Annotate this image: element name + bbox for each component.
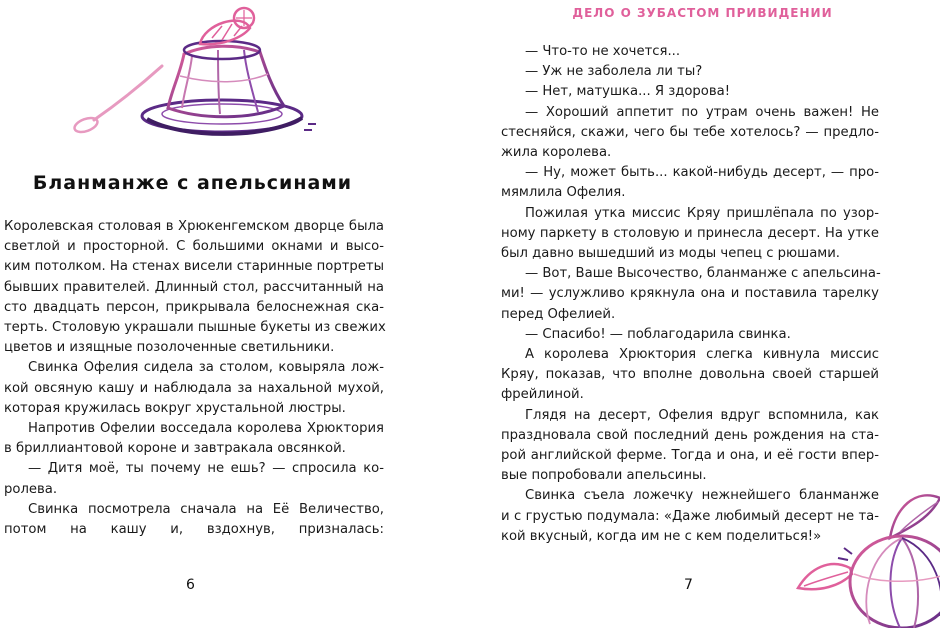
text-line: рой английской ферме. Тогда и она, и её гости впер-: [501, 448, 879, 464]
paragraph: [501, 163, 879, 203]
paragraph: [4, 500, 384, 540]
text-line: Свинка съела ложечку нежнейшего бланманже: [525, 488, 879, 504]
text-line: — Спасибо! — поблагодарила свинка.: [525, 326, 791, 342]
paragraph: [501, 345, 879, 406]
text-line: которая кружилась вокруг хрустальной люстры.: [4, 400, 346, 416]
text-line: кой вкусный, когда им не с кем поделиться!»: [501, 528, 822, 544]
text-line: Напротив Офелии восседала королева Хрюктория: [28, 421, 384, 437]
paragraph: [4, 419, 384, 459]
text-line: стесняйся, скажи, чего бы тебе хотелось? — предло-: [501, 124, 879, 140]
right-page: [470, 0, 940, 628]
paragraph: [501, 42, 879, 62]
text-line: ролева.: [4, 481, 58, 497]
paragraph: [4, 459, 384, 499]
left-body-text: [4, 217, 384, 540]
text-line: А королева Хрюктория слегка кивнула миссис: [525, 347, 879, 363]
text-line: — Уж не заболела ли ты?: [525, 64, 703, 80]
text-line: сто двадцать персон, прикрывала белоснежная ска-: [4, 299, 384, 315]
text-line: светлой и просторной. С большими окнами и высо-: [4, 239, 384, 255]
text-line: Кряу, показав, что вполне довольна своей старшей: [501, 367, 879, 383]
chapter-title: Бланманже с апельсинами: [32, 172, 353, 194]
text-line: Королевская столовая в Хрюкенгемском дворце была: [4, 219, 384, 234]
text-line: — Вот, Ваше Высочество, бланманже с апельсина-: [525, 266, 881, 282]
text-line: и с грустью подумала: «Даже любимый десерт не та-: [501, 508, 879, 524]
paragraph: [501, 325, 879, 345]
text-line: ми! — услужливо крякнула она и поставила тарелку: [501, 286, 879, 302]
text-line: Свинка Офелия сидела за столом, ковыряла лож-: [28, 360, 384, 376]
text-line: — Что-то не хочется...: [525, 44, 681, 59]
text-line: — Ну, может быть... какой-нибудь десерт, — про-: [525, 165, 879, 181]
text-line: — Хороший аппетит по утрам очень важен! Не: [525, 104, 879, 120]
paragraph: [4, 217, 384, 358]
paragraph: [501, 103, 879, 164]
text-line: вые попробовали апельсины.: [501, 468, 707, 484]
text-line: — Дитя моё, ты почему не ешь? — спросила ко-: [28, 461, 384, 477]
blancmange-dessert-icon: [72, 4, 324, 142]
text-line: перед Офелией.: [501, 306, 616, 322]
text-line: жила королева.: [501, 145, 612, 161]
text-line: терть. Столовую украшали пышные букеты из свежих: [4, 320, 386, 336]
text-line: кой овсяную кашу и наблюдала за нахальной мухой,: [4, 380, 384, 396]
text-line: мямлила Офелия.: [501, 185, 626, 201]
paragraph: [501, 204, 879, 265]
page-number: 6: [186, 577, 195, 593]
text-line: бывших правителей. Длинный стол, рассчитанный на: [4, 279, 384, 295]
text-line: ким потолком. На стенах висели старинные портреты: [4, 259, 384, 275]
right-body-text: [501, 42, 879, 547]
text-line: Глядя на десерт, Офелия вдруг вспомнила, как: [525, 407, 879, 423]
text-line: Свинка посмотрела сначала на Её Величество,: [28, 501, 384, 517]
text-line: был давно вышедший из моды чепец с рюшами.: [501, 246, 840, 262]
text-line: фрейлиной.: [501, 387, 584, 403]
paragraph: [501, 62, 879, 82]
paragraph: [501, 264, 879, 325]
text-line: потом на кашу и, вздохнув, призналась:: [4, 522, 384, 538]
text-line: ному паркету в столовую и принесла десерт. На утке: [501, 225, 879, 241]
paragraph: [501, 82, 879, 102]
paragraph: [501, 486, 879, 547]
page-number: 7: [684, 577, 693, 593]
text-line: цветов и изящные позолоченные светильники.: [4, 340, 335, 356]
text-line: в бриллиантовой короне и завтракала овсянкой.: [4, 441, 346, 457]
paragraph: [501, 406, 879, 487]
paragraph: [4, 358, 384, 419]
running-head: ДЕЛО О ЗУБАСТОМ ПРИВИДЕНИИ: [572, 6, 833, 20]
text-line: Пожилая утка миссис Кряу пришлёпала по узор-: [525, 205, 879, 221]
text-line: — Нет, матушка... Я здорова!: [525, 84, 731, 100]
text-line: праздновала свой последний день рождения на ста-: [501, 427, 879, 443]
